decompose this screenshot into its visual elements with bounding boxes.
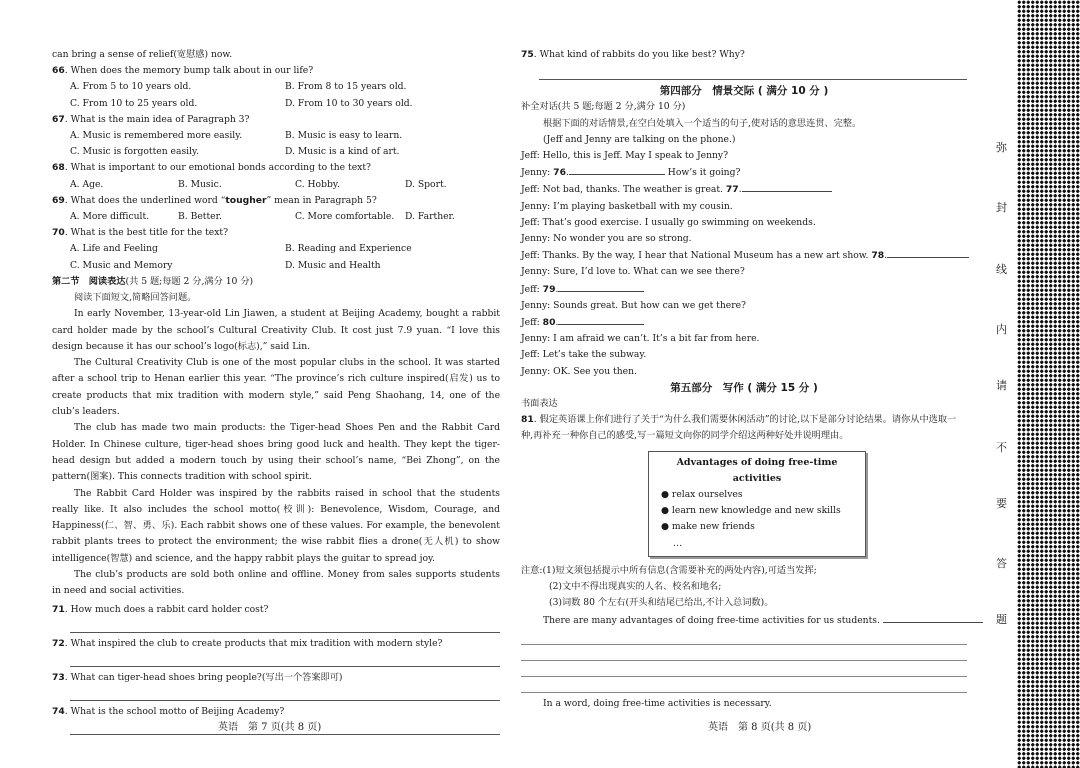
writing-line[interactable] [521, 661, 967, 677]
dialogue-line: Jenny: No wonder you are so strong. [521, 233, 692, 245]
advantages-box [648, 451, 866, 557]
option: B. Better. [178, 211, 222, 223]
binding-char: 要 [996, 497, 1007, 510]
binding-strip [988, 0, 1016, 768]
part4-title: 第四部分 情景交际 ( 满分 10 分 ) [659, 85, 829, 98]
question-74: 74. What is the school motto of Beijing Academy? [52, 704, 500, 735]
paragraph: The Cultural Creativity Club is one of the most popular clubs in the school. It was started after a school trip to Henan earlier this year. “The province’s rich culture inspired(启发) us to create products that mix tradition with modern style,” said Peng Shaohang, 14, one of the club’s leaders. [52, 357, 500, 418]
option: D. Farther. [405, 211, 455, 223]
dialogue-line: Jenny: 76. How’s it going? [521, 164, 967, 181]
underlined-word: tougher [225, 194, 267, 206]
binding-char: 弥 [996, 141, 1007, 154]
question-73: 73. What can tiger-head shoes bring people?(写出一个答案即可) [52, 670, 500, 701]
answer-line[interactable] [70, 652, 500, 667]
binding-char: 请 [996, 379, 1007, 392]
writing-line[interactable] [521, 677, 967, 693]
dialogue-line: Jeff: Thanks. By the way, I hear that National Museum has a new art show. 78. [521, 247, 967, 264]
option: D. From 10 to 30 years old. [285, 97, 413, 109]
dialogue-line: Jeff: Not bad, thanks. The weather is great. 77. [521, 181, 967, 198]
question-66: 66. When does the memory bump talk about in our life? A. From 5 to 10 years old. B. From 8 to 15 years old. C. From 10 to 25 years old. D. From 10 to 30 years old. [52, 63, 500, 112]
option: B. Music is easy to learn. [285, 130, 403, 142]
essay-start: There are many advantages of doing free-time activities for us students. [521, 612, 967, 629]
binding-char: 答 [996, 557, 1007, 570]
option: D. Music is a kind of art. [285, 146, 400, 158]
question-69: 69. What does the underlined word “tougher” mean in Paragraph 5? A. More difficult. B. Better. C. More comfortable. D. Farther. [52, 193, 500, 225]
dialogue-line: Jenny: Sure, I’d love to. What can we see there? [521, 266, 745, 278]
note-line: (3)词数 80 个左右(开头和结尾已给出,不计入总词数)。 [549, 597, 774, 609]
paragraph: The Rabbit Card Holder was inspired by the rabbits raised in school that the students really like. It also includes the school motto(校训): Benevolence, Wisdom, Courage, and Happiness(仁、智、勇、乐). Each rabbit shows one of these values. For example, the benevolent rabbit plants trees to protect the environment; the wise rabbit flies a drone(无人机) to show intelligence(智慧) and science, and the happy rabbit plays the guitar to spread joy. [52, 487, 500, 564]
reading-passage [52, 306, 500, 599]
part4-instruction: 根据下面的对话情景,在空白处填入一个适当的句子,使对话的意思连贯、完整。 [543, 117, 862, 129]
dialogue [521, 148, 967, 380]
question-75: 75. What kind of rabbits do you like best? Why? [521, 47, 967, 80]
option: B. From 8 to 15 years old. [285, 81, 407, 93]
box-item: ● learn new knowledge and new skills [661, 505, 841, 517]
intro-line: can bring a sense of relief(宽慰感) now. [52, 49, 233, 60]
option: C. Music is forgotten easily. [70, 146, 199, 158]
box-item: ● relax ourselves [661, 489, 743, 501]
option: C. Music and Memory [70, 259, 173, 271]
binding-char: 题 [996, 613, 1007, 626]
note-line: (2)文中不得出现真实的人名、校名和地名; [549, 581, 722, 593]
option: C. More comfortable. [295, 211, 395, 223]
dialogue-line: Jenny: Sounds great. But how can we get there? [521, 299, 746, 311]
part4-context: (Jeff and Jenny are talking on the phone.) [543, 133, 736, 145]
answer-line[interactable] [70, 618, 500, 633]
writing-line[interactable] [521, 629, 967, 645]
box-title: Advantages of doing free-time activities [676, 456, 838, 484]
box-item: ● make new friends [661, 521, 755, 533]
dot-pattern-border [1017, 0, 1080, 768]
box-ellipsis: … [673, 537, 683, 549]
page-footer-right: 英语 第 8 页(共 8 页) [708, 722, 812, 733]
question-70: 70. What is the best title for the text? A. Life and Feeling B. Reading and Experience C. Music and Memory D. Music and Health [52, 225, 500, 274]
question-72: 72. What inspired the club to create products that mix tradition with modern style? [52, 636, 500, 667]
question-81: 81. 假定英语课上你们进行了关于“为什么我们需要休闲活动”的讨论,以下是部分讨论结果。请你从中选取一种,再补充一种你自己的感受,写一篇短文向你的同学介绍这两种好处并说明理由。 [521, 414, 957, 442]
left-column [52, 47, 500, 738]
paragraph: In early November, 13-year-old Lin Jiawen, a student at Beijing Academy, bought a rabbit card holder made by the school’s Cultural Creativity Club. It cost just 7.9 yuan. “I love this design because it has our school’s logo(标志),” said Lin. [52, 308, 500, 352]
answer-line[interactable] [70, 686, 500, 701]
binding-char: 不 [996, 441, 1007, 454]
dialogue-line: Jeff: That’s good exercise. I usually go swimming on weekends. [521, 216, 816, 228]
part4-subtitle: 补全对话(共 5 题;每题 2 分,满分 10 分) [521, 101, 686, 113]
part5-subtitle: 书面表达 [521, 398, 558, 410]
option: D. Sport. [405, 178, 447, 190]
paragraph: The club has made two main products: the Tiger-head Shoes Pen and the Rabbit Card Holder. In Chinese culture, tiger-head shoes bring good luck and health. They kept the tiger-head design but added a modern touch by using their school’s name, “Bei Zhong”, on the pattern(图案). This connects tradition with school spirit. [52, 422, 500, 483]
question-68: 68. What is important to our emotional bonds according to the text? A. Age. B. Music. C. Hobby. D. Sport. [52, 160, 500, 192]
blank-77[interactable] [742, 181, 832, 192]
option: A. Life and Feeling [70, 243, 158, 255]
blank-80[interactable] [558, 314, 644, 325]
binding-char: 线 [996, 263, 1007, 276]
note-line: 注意:(1)短文须包括提示中所有信息(含需要补充的两处内容),可适当发挥; [521, 564, 817, 576]
option: C. From 10 to 25 years old. [70, 97, 198, 109]
option: B. Reading and Experience [285, 243, 412, 255]
option: A. Age. [70, 178, 104, 190]
option: A. More difficult. [70, 211, 150, 223]
option: A. From 5 to 10 years old. [70, 81, 192, 93]
section2-instruction: 阅读下面短文,简略回答问题。 [74, 292, 197, 304]
blank-78[interactable] [887, 247, 969, 258]
binding-char: 封 [996, 201, 1007, 214]
option: C. Hobby. [295, 178, 340, 190]
answer-line[interactable] [539, 65, 967, 80]
writing-line[interactable] [521, 645, 967, 661]
paragraph: The club’s products are sold both online and offline. Money from sales supports students in need and social activities. [52, 569, 500, 597]
binding-char: 内 [996, 323, 1007, 336]
dialogue-line: Jeff: Hello, this is Jeff. May I speak to Jenny? [521, 150, 729, 162]
part5-title: 第五部分 写作 ( 满分 15 分 ) [670, 381, 818, 394]
option: B. Music. [178, 178, 222, 190]
section2-heading: 第二节 阅读表达(共 5 题;每题 2 分,满分 10 分) [52, 275, 254, 287]
essay-blank[interactable] [883, 612, 983, 623]
dialogue-line: Jenny: I’m playing basketball with my cousin. [521, 200, 733, 212]
option: A. Music is remembered more easily. [70, 130, 243, 142]
right-column [521, 47, 967, 712]
dialogue-line: Jenny: I am afraid we can’t. It’s a bit far from here. [521, 333, 760, 345]
dialogue-line: Jeff: 80. [521, 314, 967, 331]
blank-79[interactable] [558, 281, 644, 292]
blank-76[interactable] [569, 164, 665, 175]
question-67: 67. What is the main idea of Paragraph 3? A. Music is remembered more easily. B. Music is easy to learn. C. Music is forgotten easily. D. Music is a kind of art. [52, 112, 500, 161]
essay-end: In a word, doing free-time activities is necessary. [543, 697, 772, 709]
dialogue-line: Jeff: 79. [521, 281, 967, 298]
question-71: 71. How much does a rabbit card holder cost? [52, 602, 500, 633]
dialogue-line: Jeff: Let’s take the subway. [521, 349, 647, 361]
page-footer-left: 英语 第 7 页(共 8 页) [218, 722, 322, 733]
option: D. Music and Health [285, 259, 381, 271]
dialogue-line: Jenny: OK. See you then. [521, 365, 637, 377]
